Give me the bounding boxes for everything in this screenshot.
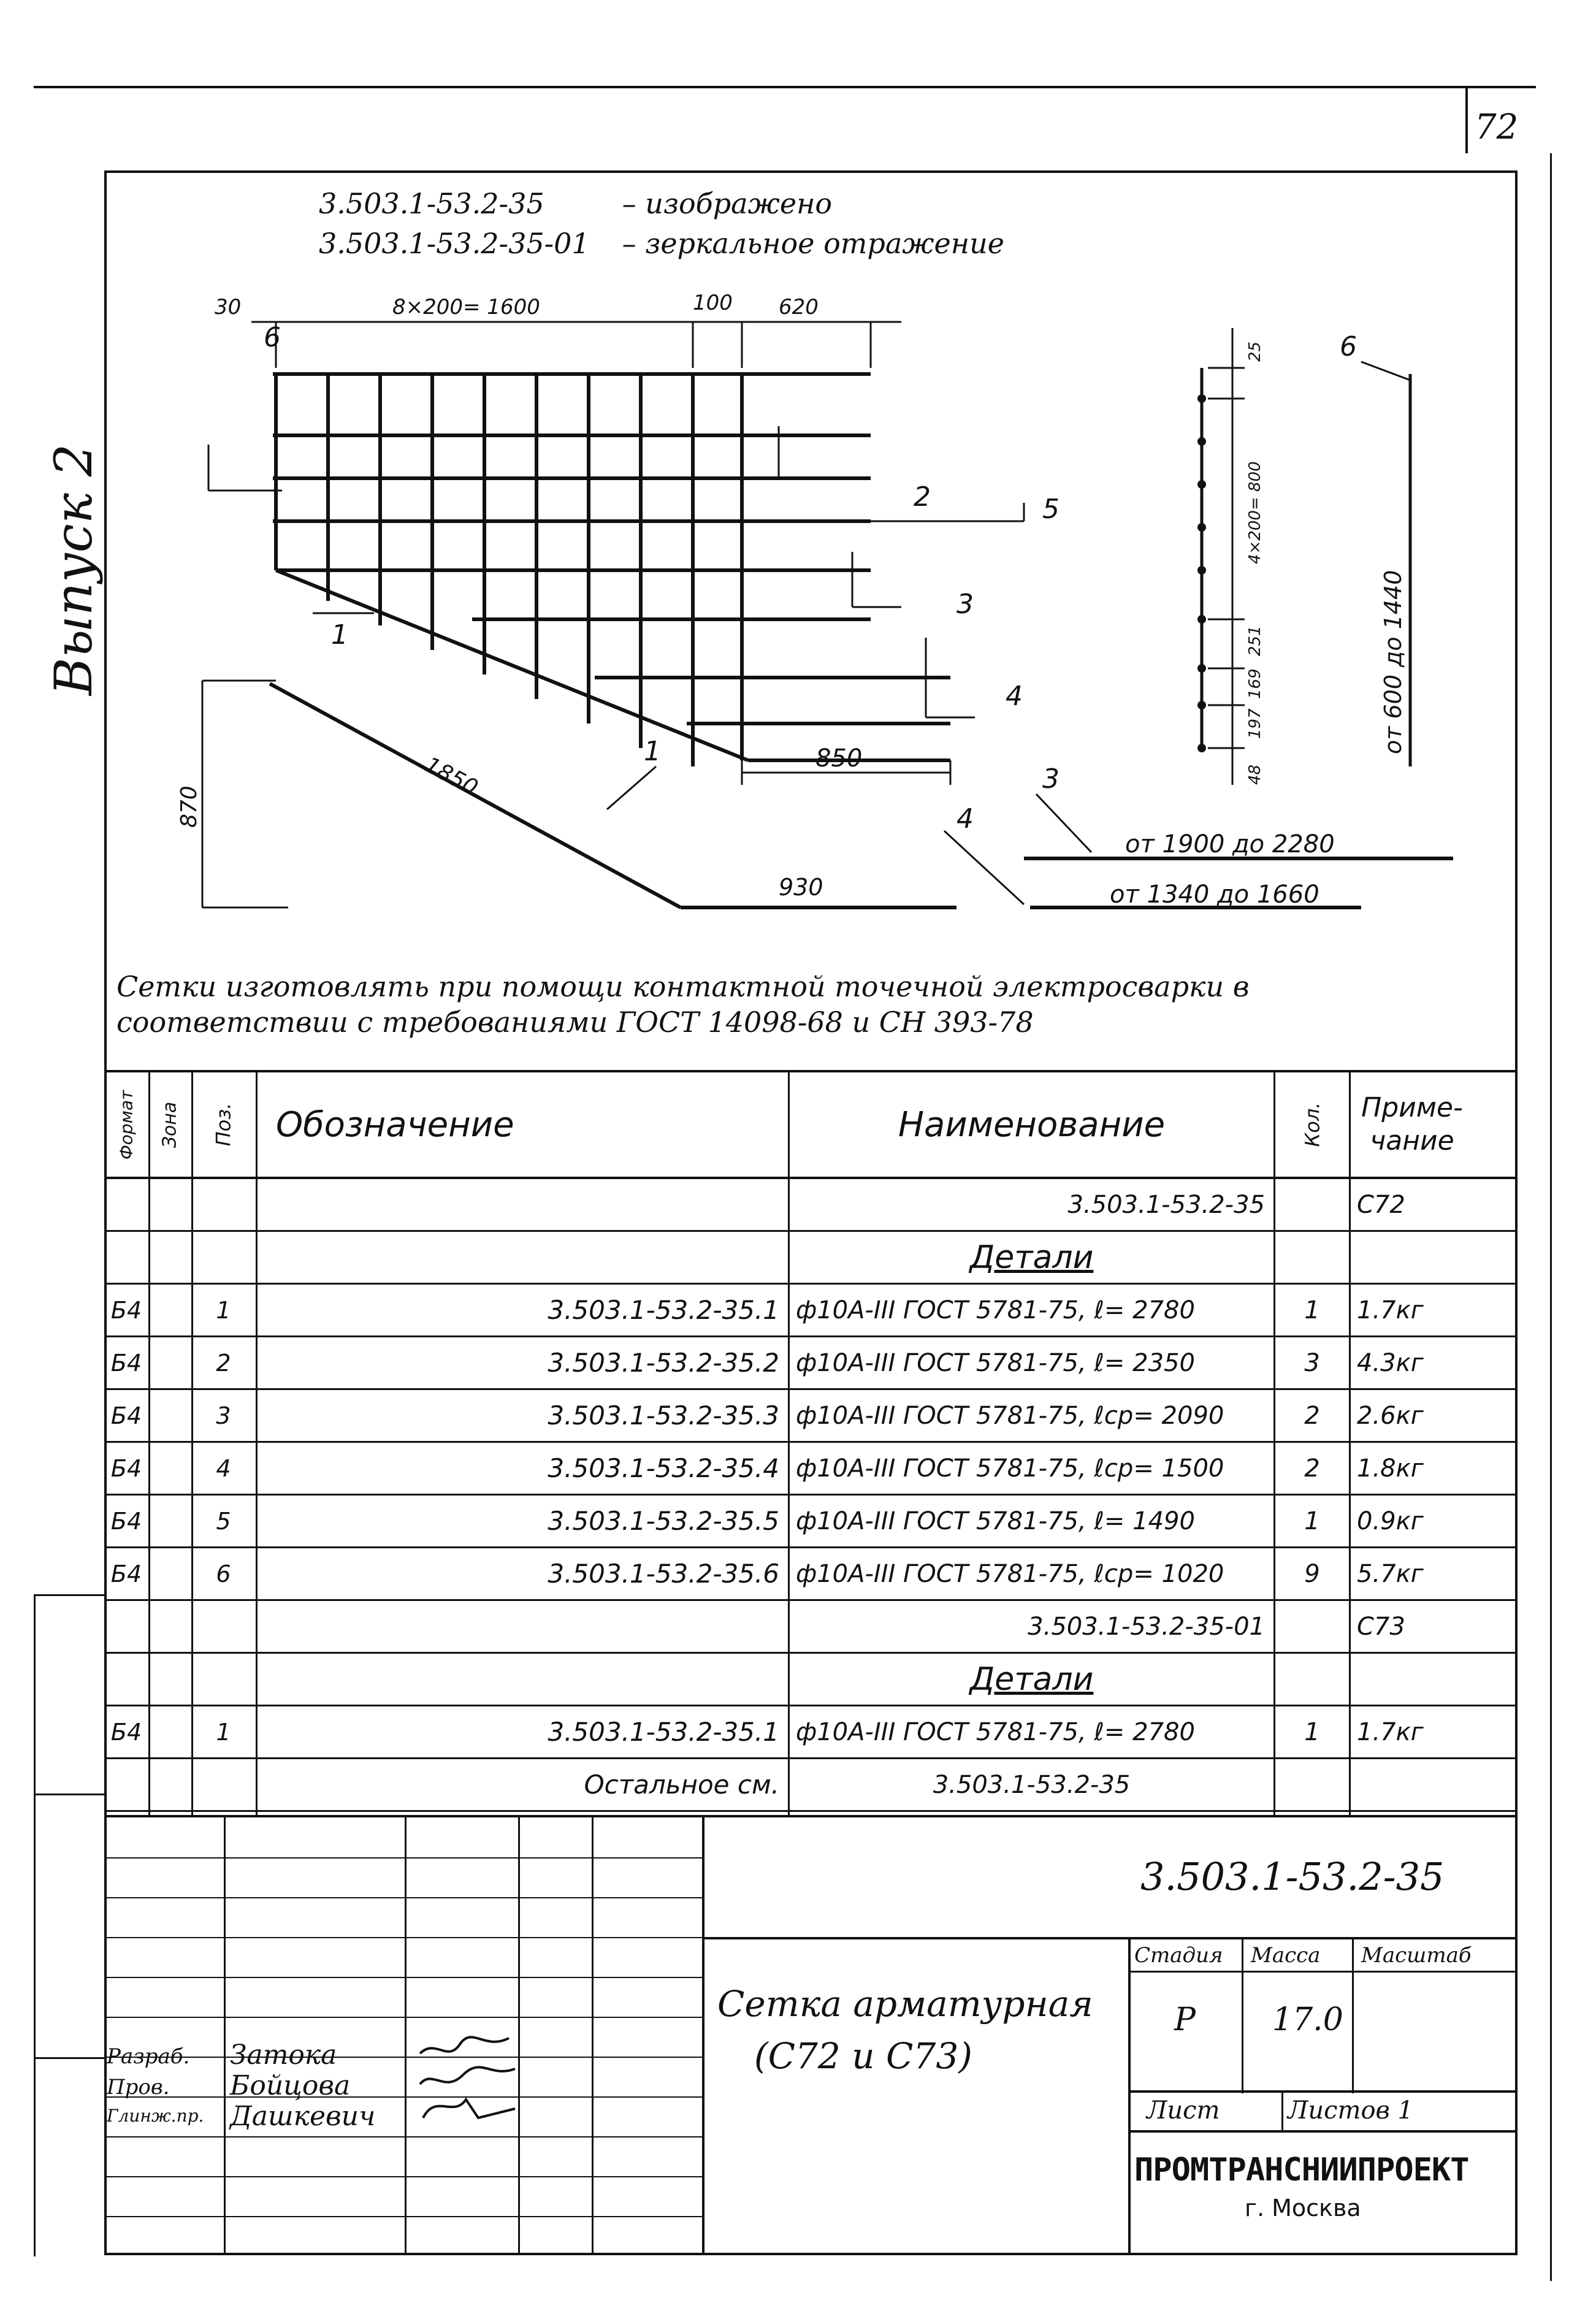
- tb-grid-line: [104, 2176, 702, 2177]
- tb-grid-line: [104, 2096, 702, 2098]
- stage-label: Стадия: [1134, 1943, 1223, 1968]
- mesh-grid: [273, 374, 950, 766]
- dim-8x200: 8×200= 1600: [392, 295, 540, 319]
- tb-hline: [1128, 1971, 1518, 1973]
- org-city: г. Москва: [1245, 2195, 1361, 2222]
- stage-value: Р: [1174, 2001, 1196, 2038]
- welding-note-line-1: Сетки изготовлять при помощи контактной точечной электросварки в: [116, 970, 1250, 1003]
- binding-line: [34, 1594, 36, 2256]
- welding-note: [116, 969, 1250, 1040]
- spec-cell-name: 3.503.1-53.2-35-01: [1028, 1612, 1265, 1641]
- sign-role-2: Пров.: [107, 2075, 170, 2099]
- dim-4x200: 4×200= 800: [1246, 461, 1264, 564]
- spec-header-pos: [191, 1072, 256, 1177]
- spec-cell-pos: [191, 1232, 256, 1283]
- pos-3-detail-label: 3: [1042, 763, 1060, 795]
- spec-cell-format: Б4: [110, 1560, 142, 1587]
- spec-cell-format: [104, 1601, 148, 1652]
- spec-cell-designation: [258, 1654, 788, 1705]
- spec-cell-format: Б4: [110, 1718, 142, 1746]
- spec-cell-pos: 5: [216, 1507, 231, 1535]
- tb-grid-line: [104, 1977, 702, 1978]
- spec-cell-designation: 3.503.1-53.2-35.1: [548, 1295, 779, 1325]
- scale-label: Масштаб: [1361, 1943, 1472, 1968]
- header-note-1-text: – изображено: [622, 187, 833, 220]
- dim-620: 620: [779, 295, 819, 319]
- spec-cell-qty: [1275, 1654, 1349, 1705]
- spec-cell-name: Детали: [969, 1239, 1094, 1276]
- page-number: 72: [1475, 107, 1519, 147]
- spec-cell-note: [1351, 1232, 1498, 1283]
- spec-cell-pos: 4: [216, 1454, 231, 1482]
- tb-grid-line: [104, 2057, 702, 2058]
- pos-6-label: 6: [264, 322, 281, 353]
- spec-cell-note: 4.3кг: [1357, 1348, 1424, 1377]
- spec-cell-qty: 1: [1304, 1296, 1320, 1324]
- spec-cell-note: 5.7кг: [1357, 1559, 1424, 1588]
- spec-cell-name: ф10А-III ГОСТ 5781-75, ℓ= 2780: [796, 1717, 1195, 1746]
- spec-cell-designation: 3.503.1-53.2-35.1: [548, 1717, 779, 1747]
- spec-cell-note: 1.7кг: [1357, 1296, 1424, 1324]
- header-note-2-code: 3.503.1-53.2-35-01: [319, 227, 590, 260]
- spec-cell-designation: [258, 1232, 788, 1283]
- spec-header-qty: [1275, 1072, 1349, 1177]
- tb-grid-line: [104, 1937, 702, 1938]
- spec-cell-note: 1.7кг: [1357, 1717, 1424, 1746]
- spec-cell-format: [104, 1759, 148, 1810]
- pos-1-detail-label: 1: [644, 736, 661, 767]
- spec-cell-designation: 3.503.1-53.2-35.4: [548, 1453, 779, 1483]
- doc-code: 3.503.1-53.2-35: [1140, 1854, 1445, 1899]
- spec-cell-qty: 9: [1304, 1559, 1320, 1588]
- page-number-separator: [1465, 86, 1468, 153]
- tb-vline: [1352, 1937, 1354, 2093]
- spec-cell-format: Б4: [110, 1507, 142, 1535]
- tb-vline: [224, 1817, 226, 2255]
- tb-vline: [1281, 2090, 1283, 2131]
- spec-cell-name: ф10А-III ГОСТ 5781-75, ℓ= 1490: [796, 1507, 1195, 1535]
- spec-header-zone-text: Зона: [159, 1101, 181, 1148]
- pos-3-label: 3: [956, 589, 974, 620]
- spec-cell-pos: 2: [216, 1349, 231, 1377]
- mass-value: 17.0: [1272, 2001, 1343, 2038]
- spec-cell-format: [104, 1654, 148, 1705]
- spec-cell-name: ф10А-III ГОСТ 5781-75, ℓ= 2350: [796, 1348, 1195, 1377]
- title-block: [104, 1815, 1518, 2255]
- spec-cell-name: ф10А-III ГОСТ 5781-75, ℓср= 2090: [796, 1401, 1224, 1430]
- spec-header-format: [104, 1072, 148, 1177]
- header-note-2-text: – зеркальное отражение: [622, 227, 1004, 260]
- dim-251: 251: [1246, 625, 1264, 656]
- mass-label: Масса: [1251, 1943, 1321, 1968]
- spec-cell-qty: 3: [1304, 1348, 1320, 1377]
- tb-vline: [1128, 1937, 1131, 2255]
- bar-4-length: от 1340 до 1660: [1110, 881, 1319, 909]
- tb-hline: [1128, 2130, 1518, 2133]
- dim-1850: 1850: [420, 752, 482, 801]
- binding-line: [34, 1594, 104, 1596]
- sheet-label: Лист: [1147, 2096, 1220, 2125]
- dim-930: 930: [779, 874, 823, 901]
- dimension-lines: [202, 322, 1024, 907]
- spec-cell-note: С73: [1357, 1612, 1405, 1641]
- spec-header-name: Наименование: [898, 1104, 1166, 1145]
- header-note-1-code: 3.503.1-53.2-35: [319, 187, 544, 220]
- tb-grid-line: [104, 1897, 702, 1898]
- spec-cell-qty: [1275, 1601, 1349, 1652]
- title-line-1: Сетка арматурная: [717, 1983, 1093, 2025]
- reinforcement-drawing: [104, 276, 1514, 950]
- header-note-1: [319, 187, 832, 220]
- spec-cell-pos: [191, 1654, 256, 1705]
- spec-header-pos-text: Поз.: [212, 1102, 235, 1147]
- spec-cell-designation: 3.503.1-53.2-35.3: [548, 1400, 779, 1431]
- dim-870: 870: [177, 785, 202, 828]
- spec-cell-note: 1.8кг: [1357, 1454, 1424, 1483]
- spec-cell-name: ф10А-III ГОСТ 5781-75, ℓ= 2780: [796, 1296, 1195, 1324]
- tb-grid-line: [104, 2216, 702, 2217]
- right-margin-line: [1550, 153, 1552, 2281]
- spec-cell-name: ф10А-III ГОСТ 5781-75, ℓср= 1020: [796, 1559, 1224, 1588]
- spec-cell-pos: 3: [216, 1402, 231, 1429]
- spec-cell-name: 3.503.1-53.2-35: [933, 1770, 1131, 1799]
- tb-hline: [1128, 2090, 1518, 2093]
- spec-cell-qty: 2: [1304, 1454, 1320, 1483]
- top-rule: [34, 86, 1536, 88]
- pos-2-label: 2: [914, 481, 931, 513]
- pos-6-side-label: 6: [1340, 331, 1357, 362]
- spec-cell-qty: 1: [1304, 1717, 1320, 1746]
- sign-name-3: Дашкевич: [230, 2101, 376, 2132]
- tb-vline: [1242, 1937, 1243, 2093]
- spec-col-line: [148, 1072, 150, 1815]
- bar-6-leader: [1361, 362, 1410, 380]
- binding-line: [34, 2057, 104, 2059]
- spec-cell-note: 0.9кг: [1357, 1507, 1424, 1535]
- dim-30: 30: [215, 295, 242, 319]
- dim-600-1440: от 600 до 1440: [1380, 570, 1407, 754]
- tb-hline: [702, 1937, 1518, 1939]
- spec-cell-qty: [1275, 1232, 1349, 1283]
- specification-table: [104, 1070, 1518, 1815]
- spec-cell-qty: [1275, 1179, 1349, 1230]
- tb-grid-line: [104, 2136, 702, 2138]
- side-section-dims: [1208, 328, 1245, 785]
- dim-100: 100: [693, 291, 733, 315]
- tb-grid-line: [104, 1857, 702, 1859]
- spec-cell-format: Б4: [110, 1454, 142, 1482]
- tb-vline: [702, 1817, 704, 2255]
- bar-1-leader: [607, 766, 656, 809]
- spec-cell-pos: 1: [216, 1296, 231, 1324]
- spec-cell-qty: 1: [1304, 1507, 1320, 1535]
- spec-cell-pos: [191, 1601, 256, 1652]
- spec-cell-qty: 2: [1304, 1401, 1320, 1430]
- spec-header-note: Приме- чание: [1361, 1092, 1463, 1156]
- dim-197: 197: [1246, 708, 1264, 739]
- spec-cell-qty: [1275, 1759, 1349, 1810]
- spec-cell-format: Б4: [110, 1296, 142, 1324]
- spec-cell-designation: [258, 1601, 788, 1652]
- bar-1-detail: [270, 684, 956, 907]
- bar-3-length: от 1900 до 2280: [1125, 830, 1335, 858]
- spec-cell-name: Детали: [969, 1660, 1094, 1698]
- spec-header-format-text: Формат: [116, 1090, 137, 1160]
- spec-header-zone: [148, 1072, 191, 1177]
- spec-cell-designation: 3.503.1-53.2-35.2: [548, 1348, 779, 1378]
- pos-5-label: 5: [1042, 494, 1060, 525]
- spec-header-designation: Обозначение: [276, 1104, 514, 1145]
- spec-cell-note: [1351, 1654, 1498, 1705]
- dim-169: 169: [1246, 668, 1264, 699]
- spec-cell-designation: Остальное см.: [584, 1770, 779, 1800]
- spec-cell-name: ф10А-III ГОСТ 5781-75, ℓср= 1500: [796, 1454, 1224, 1483]
- spec-cell-note: С72: [1357, 1190, 1405, 1219]
- spec-cell-pos: [191, 1179, 256, 1230]
- sign-name-2: Бойцова: [230, 2070, 351, 2101]
- spec-cell-note: 2.6кг: [1357, 1401, 1424, 1430]
- spec-cell-format: Б4: [110, 1349, 142, 1377]
- tb-vline: [592, 1817, 594, 2255]
- title-line-2: (С72 и С73): [754, 2035, 972, 2077]
- sign-name-1: Затока: [230, 2039, 337, 2071]
- sign-role-1: Разраб.: [107, 2044, 190, 2069]
- sheets-label: Листов 1: [1288, 2096, 1413, 2125]
- handwritten-signatures: [411, 2026, 533, 2130]
- tb-grid-line: [104, 2017, 702, 2018]
- spec-cell-format: [104, 1179, 148, 1230]
- org-name: ПРОМТРАНСНИИПРОЕКТ: [1134, 2152, 1469, 2188]
- spec-cell-format: Б4: [110, 1402, 142, 1429]
- spec-cell-note: [1351, 1759, 1498, 1810]
- spec-cell-designation: 3.503.1-53.2-35.5: [548, 1506, 779, 1536]
- dim-25: 25: [1246, 341, 1264, 362]
- header-note-2: [319, 227, 1004, 260]
- spec-cell-format: [104, 1232, 148, 1283]
- vypusk-label: Выпуск 2: [44, 443, 104, 696]
- welding-note-line-2: соответствии с требованиями ГОСТ 14098-68 и СН 393-78: [116, 1006, 1034, 1039]
- dim-48: 48: [1246, 764, 1264, 785]
- dim-850: 850: [815, 744, 863, 773]
- binding-line: [34, 1794, 104, 1795]
- spec-cell-pos: [191, 1759, 256, 1810]
- tb-vline: [405, 1817, 407, 2255]
- spec-cell-pos: 1: [216, 1718, 231, 1746]
- spec-row-line: [104, 1810, 1518, 1812]
- sign-role-3: Глинж.пр.: [107, 2106, 204, 2126]
- spec-cell-name: 3.503.1-53.2-35: [1067, 1190, 1265, 1219]
- spec-header-qty-text: Кол.: [1300, 1102, 1324, 1147]
- pos-4-detail-label: 4: [956, 803, 974, 835]
- pos-4-label: 4: [1006, 681, 1023, 712]
- pos-1-label: 1: [331, 619, 348, 651]
- spec-cell-designation: [258, 1179, 788, 1230]
- spec-cell-designation: 3.503.1-53.2-35.6: [548, 1559, 779, 1589]
- spec-cell-pos: 6: [216, 1560, 231, 1587]
